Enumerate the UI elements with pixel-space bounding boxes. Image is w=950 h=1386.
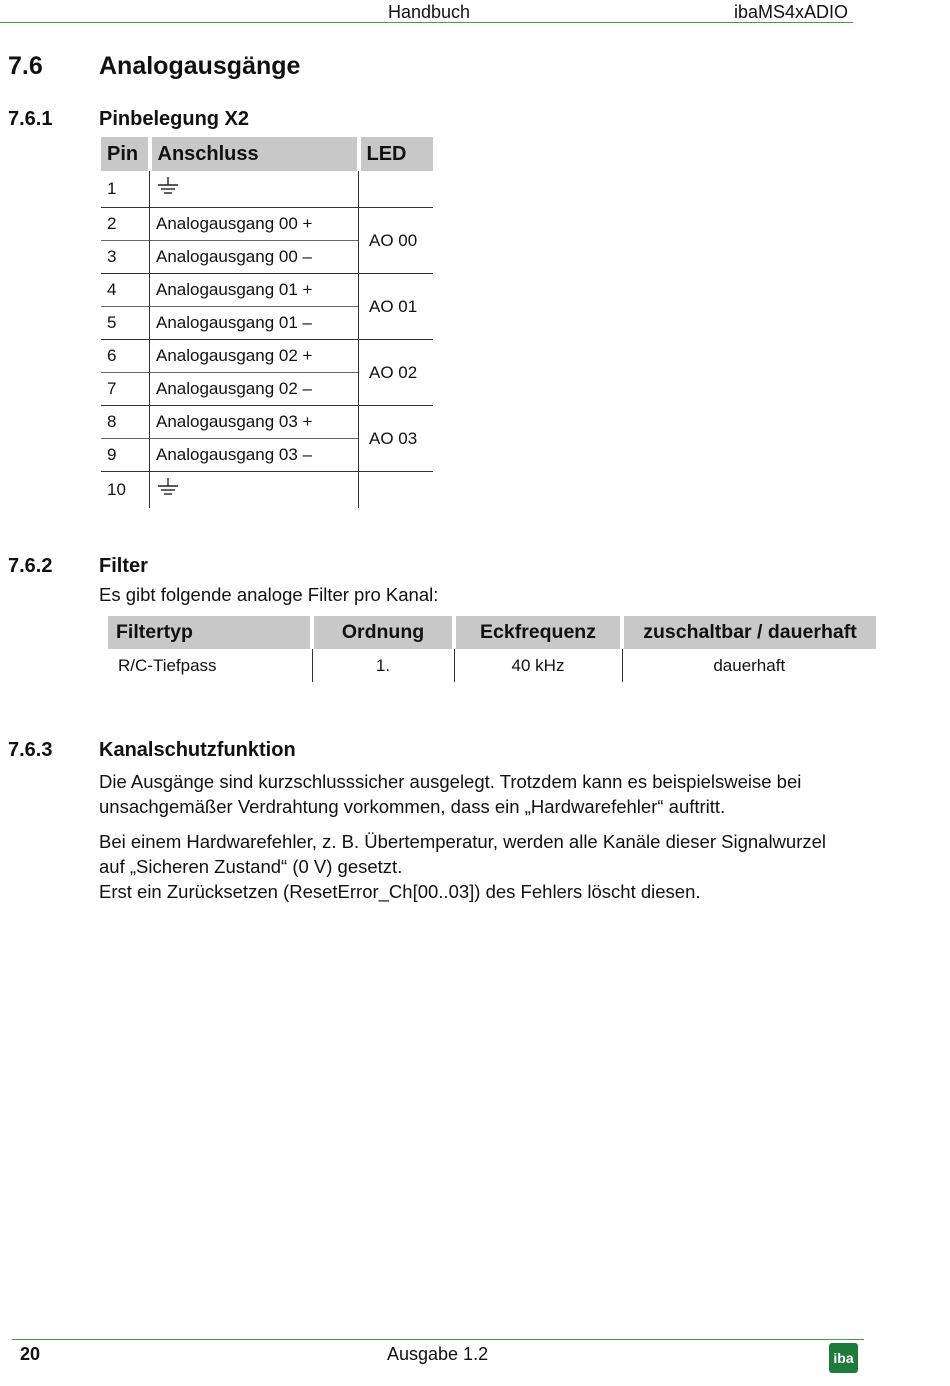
protection-paragraph-2-line-1: Bei einem Hardwarefehler, z. B. Übertemperatur, werden alle Kanäle dieser Signalwurzel xyxy=(99,831,827,852)
pin-connection: Analogausgang 02 – xyxy=(150,373,359,406)
footer-rule xyxy=(12,1339,864,1340)
table-row xyxy=(101,406,433,439)
filter-header-order: Ordnung xyxy=(312,616,454,649)
filter-number: 7.6.2 xyxy=(8,555,53,577)
pin-connection: Analogausgang 03 + xyxy=(150,406,359,439)
protection-paragraph-1-line-1: Die Ausgänge sind kurzschlusssicher ausgelegt. Trotzdem kann es beispielsweise bei xyxy=(99,771,802,792)
led-ao-00: AO 00 xyxy=(359,208,434,274)
pinout-header-pin: Pin xyxy=(101,137,150,171)
table-row xyxy=(101,208,433,241)
pin-connection: Analogausgang 03 – xyxy=(150,439,359,472)
filter-type: R/C-Tiefpass xyxy=(118,655,217,675)
pinout-header-connection: Anschluss xyxy=(150,137,359,171)
led-cell xyxy=(359,472,434,509)
page-number: 20 xyxy=(20,1344,41,1364)
filter-frequency: 40 kHz xyxy=(454,649,622,682)
edition-label: Ausgabe 1.2 xyxy=(387,1344,489,1364)
pinout-header-led: LED xyxy=(359,137,434,171)
pin-number: 4 xyxy=(101,274,150,307)
protection-paragraph-2-line-2: auf „Sicheren Zustand“ (0 V) gesetzt. xyxy=(99,856,403,877)
pin-connection: Analogausgang 01 + xyxy=(150,274,359,307)
filter-header-frequency: Eckfrequenz xyxy=(454,616,622,649)
pin-number: 9 xyxy=(101,439,150,472)
section-number: 7.6 xyxy=(8,52,43,80)
iba-logo: iba xyxy=(829,1343,858,1373)
protection-title: Kanalschutzfunktion xyxy=(99,739,296,761)
filter-order: 1. xyxy=(312,649,454,682)
filter-table xyxy=(108,616,876,682)
pin-number: 1 xyxy=(107,179,117,198)
filter-switchable: dauerhaft xyxy=(622,649,876,682)
pinout-number: 7.6.1 xyxy=(8,108,53,130)
header-product: ibaMS4xADIO xyxy=(734,2,849,22)
ground-symbol-icon xyxy=(156,477,180,499)
protection-paragraph-1-line-2: unsachgemäßer Verdrahtung vorkommen, dass ein „Hardwarefehler“ auftritt. xyxy=(99,796,726,817)
led-ao-02: AO 02 xyxy=(359,340,434,406)
protection-paragraph-2-line-3: Erst ein Zurücksetzen (ResetError_Ch[00..03]) des Fehlers löscht diesen. xyxy=(99,881,701,902)
filter-header-type: Filtertyp xyxy=(108,616,312,649)
filter-intro: Es gibt folgende analoge Filter pro Kanal: xyxy=(99,584,439,605)
pin-connection: Analogausgang 02 + xyxy=(150,340,359,373)
pin-connection: Analogausgang 00 + xyxy=(150,208,359,241)
pinout-header-row xyxy=(101,137,433,171)
table-row xyxy=(108,649,876,682)
table-row xyxy=(101,171,433,208)
table-row xyxy=(101,472,433,509)
table-row xyxy=(101,340,433,373)
section-title: Analogausgänge xyxy=(99,52,301,80)
pin-number: 5 xyxy=(101,307,150,340)
pin-number: 3 xyxy=(101,241,150,274)
pinout-table xyxy=(101,137,433,508)
filter-header-row xyxy=(108,616,876,649)
header-rule xyxy=(0,22,853,23)
pin-number: 2 xyxy=(101,208,150,241)
header-title: Handbuch xyxy=(388,2,471,22)
table-row xyxy=(101,274,433,307)
pin-connection: Analogausgang 00 – xyxy=(150,241,359,274)
protection-number: 7.6.3 xyxy=(8,739,53,761)
led-cell xyxy=(359,171,434,208)
pin-connection xyxy=(150,472,359,509)
led-ao-01: AO 01 xyxy=(359,274,434,340)
pin-connection xyxy=(150,171,359,208)
pin-number: 7 xyxy=(101,373,150,406)
ground-symbol-icon xyxy=(156,176,180,198)
filter-title: Filter xyxy=(99,555,148,577)
pin-connection: Analogausgang 01 – xyxy=(150,307,359,340)
pin-number: 10 xyxy=(101,472,150,509)
filter-header-switchable: zuschaltbar / dauerhaft xyxy=(622,616,876,649)
pin-number: 6 xyxy=(101,340,150,373)
pin-number: 8 xyxy=(101,406,150,439)
led-ao-03: AO 03 xyxy=(359,406,434,472)
pinout-title: Pinbelegung X2 xyxy=(99,108,250,130)
